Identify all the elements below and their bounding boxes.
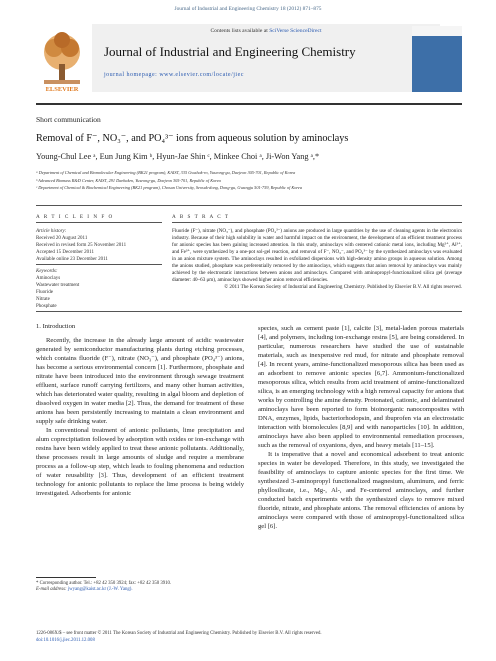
journal-title: Journal of Industrial and Engineering Chemistry [104,44,356,59]
abstract-copyright: © 2011 The Korean Society of Industrial and Engineering Chemistry. Published by Elsevier B.V. All rights reserved. [224,284,462,290]
paragraph: species, such as cement paste [1], calcite [3], metal-laden porous materials [4], and polymers, including ion-exchange resins [5], are being considered. In particular, numerous researchers have studied the use of sustainable materials, such as inexpensive red mud, for nitrate and phosphate removal [4]. In recent years, amine-functionalized mesoporous silica has been used as an adsorbent to remove anionic species [6,7]. Ammonium-functionalized mesoporous silica, which results from acid treatment of amine-functionalized silica, is an emerging technology with a high removal capacity for anions that works by controlling the amine density. Protonated, cationic, and delaminated aminoclays have been reported to form bioinorganic nanocomposites with DNA, enzymes, lipids, bacteriorhodopsin, and ibuprofen via an electrostatic interaction with biomolecules [8,9] and with nanoparticles [10]. In addition, aminoclays have also been applied to environmental remediation processes, such as the removal of oxyanions, dyes, and heavy metals [11–15]. [258,325,464,449]
keywords [36,268,162,310]
keyword: Phosphate [36,304,57,309]
publisher-name: ELSEVIER [45,86,79,93]
affiliation-c: ᶜ Department of Chemical & Biochemical Engineering (BK21 program), Chosun University, Seosuk-dong, Dong-gu, Gwangju 501-759, Republic of Korea [36,185,302,190]
article-title: Removal of F⁻, NO₃⁻, and PO₄³⁻ ions from aqueous solution by aminoclays [36,133,349,144]
keyword: Nitrate [36,297,50,302]
section-title: 1. Introduction [36,323,76,330]
elsevier-tree-logo [36,28,88,88]
keywords-label: Keywords: [36,269,58,274]
history-label: Article history: [36,229,67,234]
article-history [36,228,162,263]
footnote-email [36,587,256,593]
article-info-heading: A R T I C L E I N F O [36,214,114,220]
keyword: Wastewater treatment [36,283,80,288]
keyword: Aminoclays [36,276,61,281]
abstract-heading: A B S T R A C T [172,214,230,220]
issn-line: 1226-086X/$ – see front matter © 2011 The Korean Society of Industrial and Engineering Chemistry. Published by Elsevier B.V. All rights reserved. [36,631,322,636]
body-column-right [258,324,464,531]
contents-line [92,28,440,34]
section-rule [36,205,462,206]
email-label: E-mail address: [36,587,67,592]
body-rule [36,311,462,312]
corresponding-author-footnote [36,581,256,593]
masthead-banner [92,24,440,92]
paragraph: Recently, the increase in the already large amount of acidic wastewater generated by semiconductor manufacturing plants during etching processes, which contains fluoride (F⁻), nitrate (NO₃⁻), and phosphate (PO₄³⁻) anions, has become a serious environmental concern [1]. Furthermore, phosphate and nitrate have been introduced into the environment through sewage treatment effluent, surface runoff carrying fertilizers, and many other human activities, which has deteriorated water quality, resulting in algal bloom and depletion of dissolved oxygen in water media [2]. Thus, the demand for treatment of these anions has been persistently increasing to maintain a clean environment and supply safe drinking water. [36,337,244,425]
paragraph: In conventional treatment of anionic pollutants, lime precipitation and alum coprecipitation followed by adsorption with oxides or ion-exchange with resins have been widely applied to treat these anionic pollutants. Additionally, these processes result in large amounts of sludge and require a membrane process as a follow-up step, which leads to fouling phenomena and reduction of water reusability [3]. Thus, development of an efficient treatment technology for anionic pollutants to replace the lime process is being widely investigated. Adsorbents for anionic [36,427,244,497]
affiliation-a: ᵃ Department of Chemical and Biomolecular Engineering (BK21 program), KAIST, 335 Gwahak-ro, Yuseong-gu, Daejeon 305-701, Republic of Korea [36,170,296,175]
doi-link[interactable]: doi:10.1016/j.jiec.2011.12.008 [36,637,95,643]
masthead [36,20,462,100]
article-type: Short communication [36,115,101,124]
email-link[interactable]: jwyang@kaist.ac.kr (J.-W. Yang). [67,587,133,592]
history-received: Received 20 August 2011 [36,236,88,241]
author-list: Young-Chul Lee ᵃ, Eun Jung Kim ᵇ, Hyun-Jae Shin ᶜ, Minkee Choi ᵃ, Ji-Won Yang ᵃ,* [36,152,320,161]
history-revised: Received in revised form 25 November 2011 [36,243,127,248]
journal-cover-header [412,26,462,36]
footnote-contact: * Corresponding author. Tel.: +82 42 350 3924; fax: +82 42 350 3910. [36,581,172,586]
history-accepted: Accepted 15 December 2011 [36,250,94,255]
history-online: Available online 23 December 2011 [36,257,108,262]
abstract-body [172,228,462,291]
keyword: Fluoride [36,290,53,295]
contents-prefix: Contents lists available at [210,28,268,34]
footnote-rule [36,577,96,578]
header-rule [36,103,462,105]
sciencedirect-link[interactable]: SciVerse ScienceDirect [269,28,322,34]
article-info-rule [36,222,162,223]
paragraph: It is imperative that a novel and economical adsorbent to treat anionic species in water be developed. Therefore, in this study, we investigated the feasibility of aminoclays to capture anionic species for the first time. We synthesized 3-aminopropyl functionalized magnesium, aluminum, and ferric phyllosilicate, i.e., Mg-, Al-, and Fe-centered aminoclays, and further conducted batch experiments with the synthesized clays to remove mixed fluoride, nitrate, and phosphate anions. The removal efficiencies of anions by aminoclays were compared with those of aminopropyl-functionalized silica gel [6]. [258,451,464,530]
front-matter-info [36,631,456,644]
keywords-rule [36,264,162,265]
journal-homepage[interactable]: journal homepage: www.elsevier.com/locate/jiec [104,72,244,78]
abstract-rule [172,222,462,223]
journal-reference: Journal of Industrial and Engineering Chemistry 18 (2012) 871–875 [174,6,322,12]
abstract-text: Fluoride (F⁻), nitrate (NO₃⁻), and phosphate (PO₄³⁻) anions are produced in large quantities by the use of cleaning agents in the electronics industry. Because of their high solubility in water and harmful impact on the environment, the development of an efficient treatment process for anionic species has been gaining increased attention. In this study, aminoclays with centered cationic metal ions, including Mg²⁺, Al³⁺, and Fe³⁺, were synthesized by a one-pot sol-gel reaction, and removal of F⁻, NO₃⁻, and PO₄³⁻ by the synthesized aminoclays was evaluated in an anion mixture system. The aminoclays resulted in exfoliated dispersions with high-density amino groups in aqueous solution. Among the anions studied, phosphate was preferentially removed by the aminoclays, which suggests that anion removal by aminoclays was mainly achieved by the electrostatic interactions between anions and aminoclays. Compared with aminopropyl-functionalized silica gel (average diameter: 40–63 μm), aminoclays showed higher anion removal efficiencies. [172,228,462,283]
body-column-left [36,322,244,498]
affiliation-b: ᵇ Advanced Biomass R&D Center, KAIST, 291 Daehakro, Yuseong-gu, Daejeon 305-701, Republic of Korea [36,178,221,183]
